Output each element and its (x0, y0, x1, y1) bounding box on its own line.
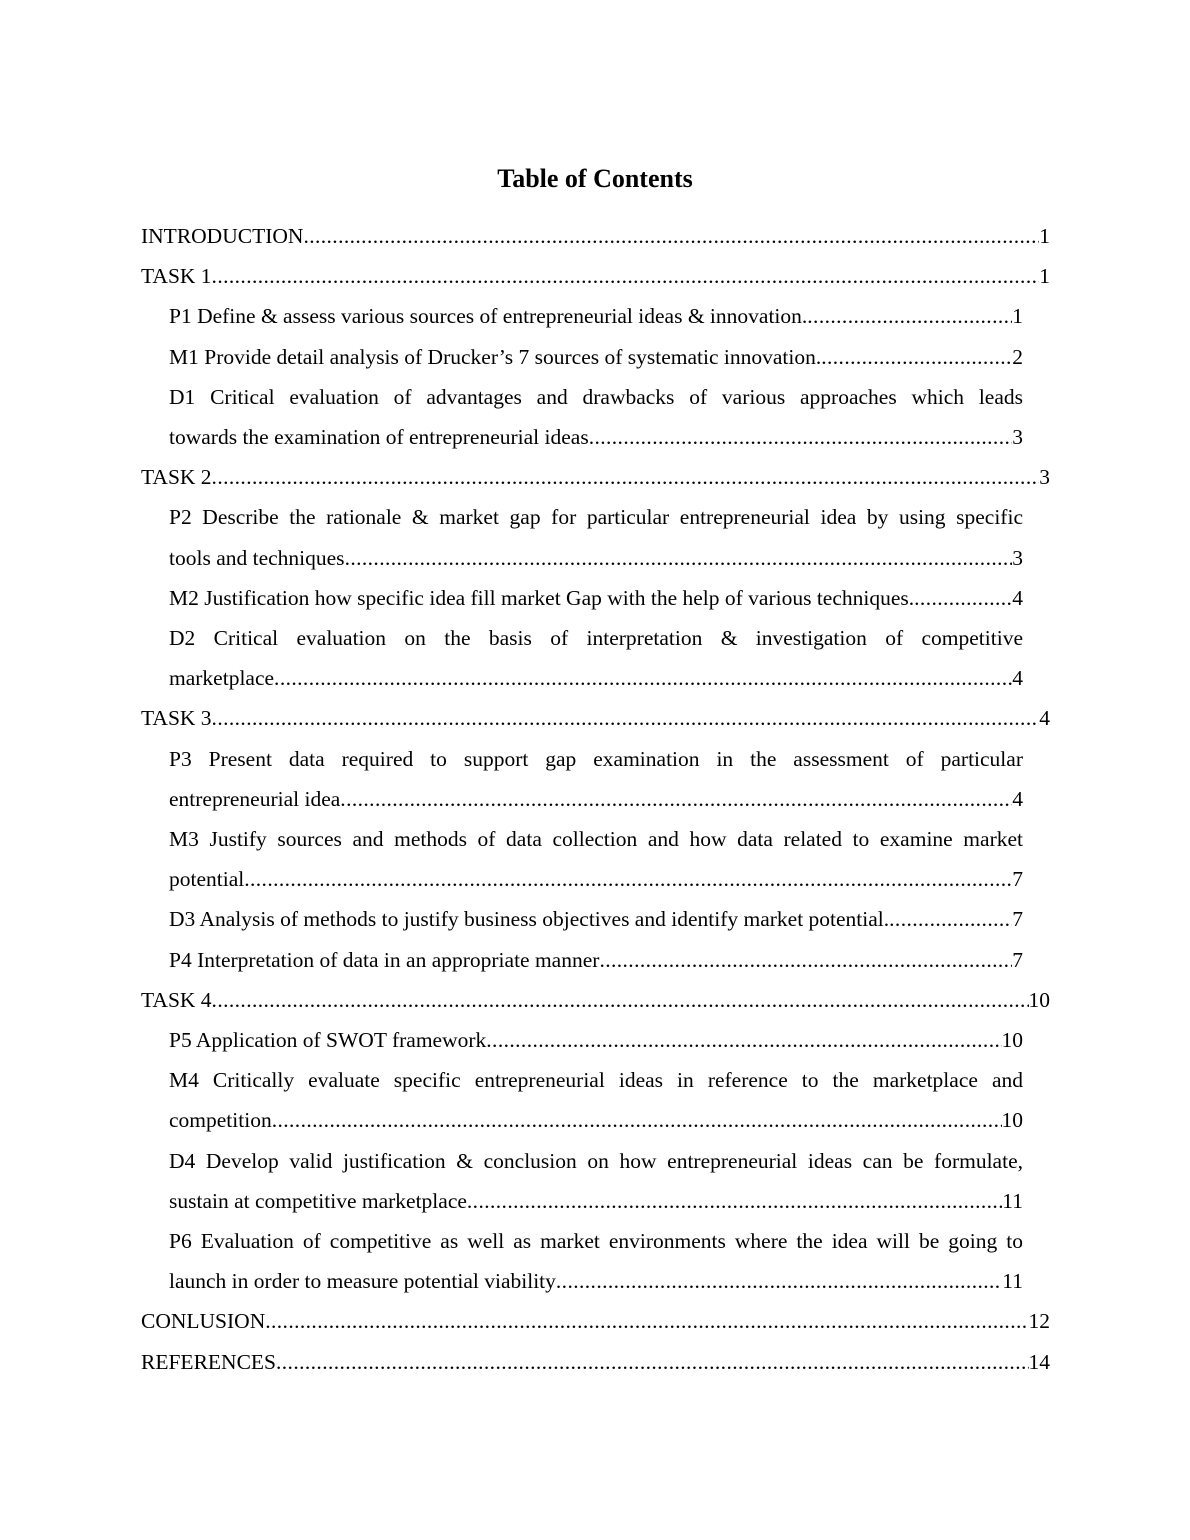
toc-entry-text: TASK 2 (141, 465, 212, 490)
dot-leader (821, 337, 1012, 377)
toc-entry-text: tools and techniques (169, 545, 345, 570)
dot-leader (212, 457, 1040, 497)
dot-leader (914, 578, 1012, 618)
dot-leader (265, 1301, 1028, 1341)
dot-leader (340, 779, 1012, 819)
toc-title: Table of Contents (497, 164, 693, 193)
toc-entry-text: TASK 4 (141, 987, 212, 1012)
toc-entry-text-line1: M4 Critically evaluate specific entrepreneurial ideas in reference to the marketplace and (169, 1068, 1023, 1093)
toc-entry-page-number: 7 (1012, 947, 1023, 972)
toc-entry[interactable] (169, 1060, 1023, 1140)
toc-entry-page-number: 1 (1039, 224, 1050, 248)
toc-entry[interactable] (141, 1342, 1050, 1382)
toc-entry-text: launch in order to measure potential viability (169, 1269, 556, 1294)
toc-entry-page-number: 7 (1012, 907, 1023, 932)
toc-entry-text-line1: M3 Justify sources and methods of data collection and how data related to examine market (169, 827, 1023, 852)
toc-entry-page-number: 10 (1001, 1108, 1023, 1133)
toc-entry-page-number: 14 (1028, 1349, 1050, 1374)
toc-entry[interactable] (169, 296, 1023, 336)
toc-entry[interactable] (141, 980, 1050, 1020)
dot-leader (345, 538, 1013, 578)
dot-leader (212, 698, 1040, 738)
toc-entry-page-number: 4 (1012, 585, 1023, 610)
toc-list (141, 216, 1050, 1382)
toc-entry-text: P5 Application of SWOT framework (169, 1028, 487, 1053)
toc-entry-text: entrepreneurial idea (169, 786, 341, 811)
toc-entry[interactable] (169, 899, 1023, 939)
toc-entry-page-number: 1 (1012, 304, 1023, 329)
toc-entry[interactable] (169, 578, 1023, 618)
toc-entry-text-line1: D1 Critical evaluation of advantages and drawbacks of various approaches which leads (169, 384, 1023, 409)
toc-entry[interactable] (169, 337, 1023, 377)
toc-entry-text: competition (169, 1108, 272, 1133)
toc-entry-page-number: 4 (1039, 706, 1050, 731)
toc-entry[interactable] (141, 698, 1050, 738)
toc-entry-text: M2 Justification how specific idea fill market Gap with the help of various techniques. (169, 585, 915, 610)
toc-entry-text-line1: D4 Develop valid justification & conclusion on how entrepreneurial ideas can be formulate, (169, 1148, 1023, 1173)
toc-entry[interactable] (169, 377, 1023, 457)
toc-entry-page-number: 10 (1028, 987, 1050, 1012)
toc-entry-page-number: 3 (1039, 465, 1050, 490)
toc-entry[interactable] (169, 739, 1023, 819)
toc-entry[interactable] (141, 256, 1050, 296)
toc-entry-text: D3 Analysis of methods to justify business objectives and identify market potential. (169, 907, 890, 932)
toc-entry-page-number: 4 (1012, 786, 1023, 811)
dot-leader (212, 980, 1029, 1020)
toc-entry-text-line1: P3 Present data required to support gap examination in the assessment of particular (169, 746, 1023, 771)
toc-entry-page-number: 3 (1012, 545, 1023, 570)
toc-entry-page-number: 10 (1001, 1028, 1023, 1053)
toc-entry[interactable] (169, 1020, 1023, 1060)
toc-entry-text: potential (169, 867, 245, 892)
dot-leader (556, 1261, 1002, 1301)
dot-leader (486, 1020, 1001, 1060)
toc-entry-page-number: 1 (1039, 264, 1050, 289)
toc-entry-text: sustain at competitive marketplace (169, 1188, 467, 1213)
toc-entry-text: marketplace (169, 666, 275, 691)
toc-entry-text-line1: P2 Describe the rationale & market gap for particular entrepreneurial idea by using specific (169, 505, 1023, 530)
dot-leader (303, 216, 1039, 256)
toc-entry-page-number: 3 (1012, 425, 1023, 450)
toc-entry-page-number: 7 (1012, 867, 1023, 892)
toc-entry-page-number: 11 (1002, 1269, 1023, 1294)
dot-leader (276, 1342, 1029, 1382)
toc-entry-page-number: 12 (1028, 1309, 1050, 1334)
toc-entry-page-number: 11 (1002, 1188, 1023, 1213)
toc-entry-text: TASK 1 (141, 264, 212, 289)
toc-entry-text: INTRODUCTION (141, 224, 304, 248)
dot-leader (807, 296, 1012, 336)
toc-entry-text-line1: D2 Critical evaluation on the basis of interpretation & investigation of competitive (169, 626, 1023, 651)
dot-leader (274, 658, 1012, 698)
dot-leader (467, 1181, 1002, 1221)
toc-entry-page-number: 2 (1012, 344, 1023, 369)
dot-leader (212, 256, 1040, 296)
dot-leader (889, 899, 1012, 939)
toc-entry-text: CONLUSION (141, 1309, 266, 1334)
toc-entry-page-number: 4 (1012, 666, 1023, 691)
toc-entry-text: REFERENCES (141, 1349, 276, 1374)
dot-leader (244, 859, 1012, 899)
toc-entry[interactable] (169, 1141, 1023, 1221)
toc-entry-text: towards the examination of entrepreneurial ideas (169, 425, 589, 450)
toc-entry-text-line1: P6 Evaluation of competitive as well as market environments where the idea will be going to (169, 1229, 1023, 1254)
toc-entry-text: P4 Interpretation of data in an appropriate manner (169, 947, 600, 972)
toc-entry[interactable] (141, 216, 1050, 256)
toc-entry-text: M1 Provide detail analysis of Drucker’s 7 sources of systematic innovation. (169, 344, 822, 369)
dot-leader (272, 1100, 1002, 1140)
toc-entry-text: P1 Define & assess various sources of entrepreneurial ideas & innovation. (169, 304, 808, 329)
toc-entry[interactable] (169, 940, 1023, 980)
dot-leader (589, 417, 1013, 457)
toc-entry[interactable] (169, 618, 1023, 698)
dot-leader (599, 940, 1012, 980)
toc-entry-text: TASK 3 (141, 706, 212, 731)
toc-entry[interactable] (141, 457, 1050, 497)
toc-entry[interactable] (169, 497, 1023, 577)
toc-entry[interactable] (141, 1301, 1050, 1341)
toc-entry[interactable] (169, 819, 1023, 899)
toc-entry[interactable] (169, 1221, 1023, 1301)
